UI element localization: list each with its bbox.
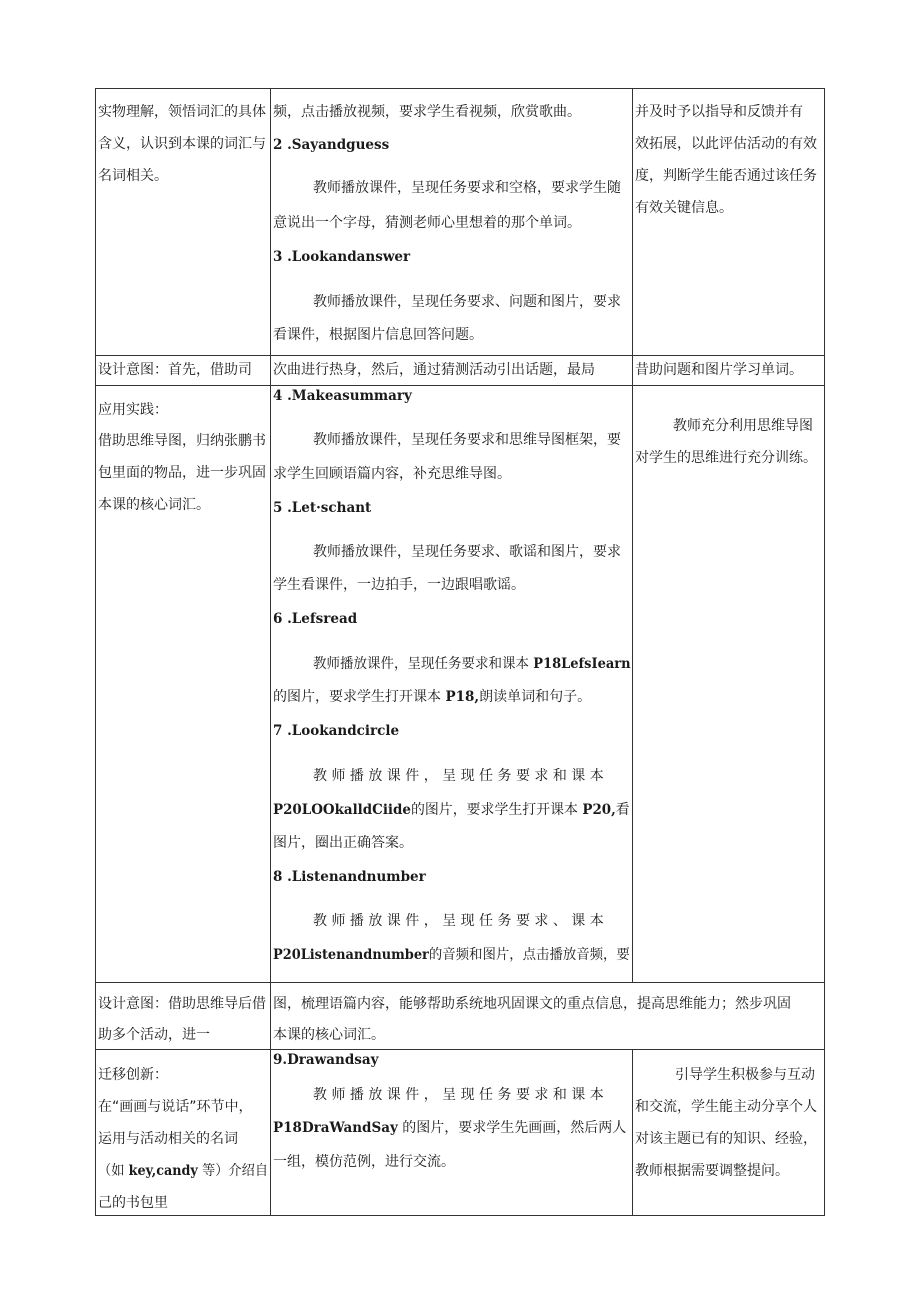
textbook-ref: P20, — [582, 802, 616, 818]
cell-text: 教师播放课件，呈现任务要求和课本 — [313, 656, 534, 672]
table-cell — [633, 1050, 824, 1215]
activity-heading: 5 .Let·schant — [273, 500, 372, 516]
activity-heading: 7 .Lookandcircle — [273, 723, 400, 739]
cell-text: 效拓展，以此评估活动的有效 — [635, 136, 817, 152]
cell-text: 图，梳理语篇内容，能够帮助系统地巩固课文的重点信息，提高思维能力；然步巩固 — [273, 996, 791, 1012]
cell-text: 看课件，根据图片信息回答问题。 — [273, 327, 483, 343]
cell-text: 的音频和图片，点击播放音频，要 — [428, 947, 630, 963]
cell-text: 并及时予以指导和反馈并有 — [635, 104, 803, 120]
cell-text: 对该主题已有的知识、经验， — [635, 1131, 817, 1147]
cell-text: 己的书包里 — [98, 1195, 168, 1211]
cell-text: 本课的核心词汇。 — [273, 1027, 385, 1043]
cell-text: 应用实践： — [98, 402, 168, 418]
cell-text: 意说出一个字母，猜测老师心里想着的那个单词。 — [273, 215, 581, 231]
activity-heading: 4 .Makeasummary — [273, 388, 412, 404]
table-row — [96, 1050, 824, 1215]
table-cell — [633, 89, 824, 355]
cell-text: 教师充分利用思维导图 — [673, 418, 813, 434]
cell-text: 包里面的物品，进一步巩固 — [98, 465, 266, 481]
textbook-ref: P18LefsIearn — [533, 656, 631, 672]
table-cell — [633, 356, 824, 385]
table-cell — [271, 356, 633, 385]
cell-text: 迁移创新： — [98, 1067, 168, 1083]
cell-text: 助多个活动，进一 — [98, 1027, 210, 1043]
cell-text: 教师播放课件，呈现任务要求、问题和图片，要求 — [313, 294, 621, 310]
cell-text: 教 师 播 放 课 件 ， 呈 现 任 务 要 求 和 课 本 — [313, 768, 604, 784]
cell-text: 次曲进行热身，然后，通过猜测活动引出话题，最局 — [273, 362, 595, 378]
lesson-plan-table — [95, 88, 825, 1216]
table-cell — [271, 1050, 633, 1215]
cell-text: 昔助问题和图片学习单词。 — [635, 362, 803, 378]
cell-text: 对学生的思维进行充分训练。 — [635, 450, 817, 466]
table-cell — [271, 89, 633, 355]
table-cell — [633, 386, 824, 982]
cell-text: 的图片，要求学生打开课本 — [273, 689, 446, 705]
table-cell — [271, 386, 633, 982]
cell-text: 教师播放课件，呈现任务要求和思维导图框架，要 — [313, 432, 621, 448]
activity-heading: 9.Drawandsay — [273, 1052, 379, 1068]
cell-text: 有效关键信息。 — [635, 200, 733, 216]
textbook-ref: P18DraWandSay — [273, 1120, 398, 1136]
activity-heading: 3 .Lookandanswer — [273, 249, 411, 265]
cell-text: 求学生回顾语篇内容，补充思维导图。 — [273, 466, 511, 482]
textbook-ref: P20LOOkalldCiide — [273, 802, 411, 818]
textbook-ref: P18, — [445, 689, 480, 705]
cell-text: （如 — [98, 1163, 129, 1179]
cell-text: 名词相关。 — [98, 168, 168, 184]
activity-heading: 8 .Listenandnumber — [273, 869, 426, 885]
cell-text — [273, 688, 591, 706]
cell-text — [273, 801, 630, 819]
cell-text: 和交流，学生能主动分享个人 — [635, 1099, 817, 1115]
cell-text: 看 — [615, 802, 630, 818]
cell-text: 学生看课件，一边拍手，一边跟唱歌谣。 — [273, 577, 525, 593]
table-cell — [96, 386, 271, 982]
cell-text: 设计意图：首先，借助司 — [98, 362, 252, 378]
activity-heading: 6 .Lefsread — [273, 611, 358, 627]
table-cell — [96, 983, 271, 1049]
cell-text: 设计意图：借助思维导后借 — [98, 996, 266, 1012]
cell-text: 借助思维导图，归纳张鹏书 — [98, 433, 266, 449]
cell-text: 图片，圈出正确答案。 — [273, 835, 413, 851]
cell-text: 度，判断学生能否通过该任务 — [635, 168, 817, 184]
cell-text: 教师播放课件，呈现任务要求和空格，要求学生随 — [313, 180, 621, 196]
cell-text: 实物理解，领悟词汇的具体 — [98, 104, 266, 120]
activity-heading: 2 .Sayandguess — [273, 137, 390, 153]
table-cell — [271, 983, 824, 1049]
cell-text — [273, 1119, 626, 1137]
cell-text: 朗读单词和句子。 — [479, 689, 592, 705]
table-cell — [96, 1050, 271, 1215]
cell-text — [313, 655, 631, 673]
cell-text: 的图片，要求学生打开课本 — [410, 802, 583, 818]
cell-text — [98, 1162, 268, 1180]
cell-text: 教 师 播 放 课 件 ， 呈 现 任 务 要 求 、 课 本 — [313, 913, 604, 929]
table-row — [96, 983, 824, 1049]
table-row — [96, 386, 824, 982]
cell-text: 运用与活动相关的名词 — [98, 1131, 238, 1147]
cell-text: 引导学生积极参与互动 — [675, 1067, 815, 1083]
cell-text: 等）介绍自 — [197, 1163, 269, 1179]
cell-text: 含义，认识到本课的词汇与 — [98, 136, 266, 152]
cell-text: 频，点击播放视频，要求学生看视频，欣赏歌曲。 — [273, 104, 581, 120]
cell-text: 在“画画与说话”环节中， — [98, 1099, 253, 1115]
cell-text: 本课的核心词汇。 — [98, 497, 210, 513]
cell-text: 教师根据需要调整提问。 — [635, 1163, 789, 1179]
table-cell — [96, 356, 271, 385]
table-cell — [96, 89, 271, 355]
vocab-words: key,candy — [128, 1163, 198, 1179]
table-row — [96, 356, 824, 385]
cell-text: 教 师 播 放 课 件 ， 呈 现 任 务 要 求 和 课 本 — [313, 1087, 604, 1103]
cell-text — [273, 946, 630, 964]
cell-text: 一组，模仿范例，进行交流。 — [273, 1154, 455, 1170]
cell-text: 的图片，要求学生先画画，然后两人 — [397, 1120, 627, 1136]
table-row — [96, 89, 824, 355]
cell-text: 教师播放课件，呈现任务要求、歌谣和图片，要求 — [313, 544, 621, 560]
textbook-ref: P20Listenandnumber — [273, 947, 429, 963]
